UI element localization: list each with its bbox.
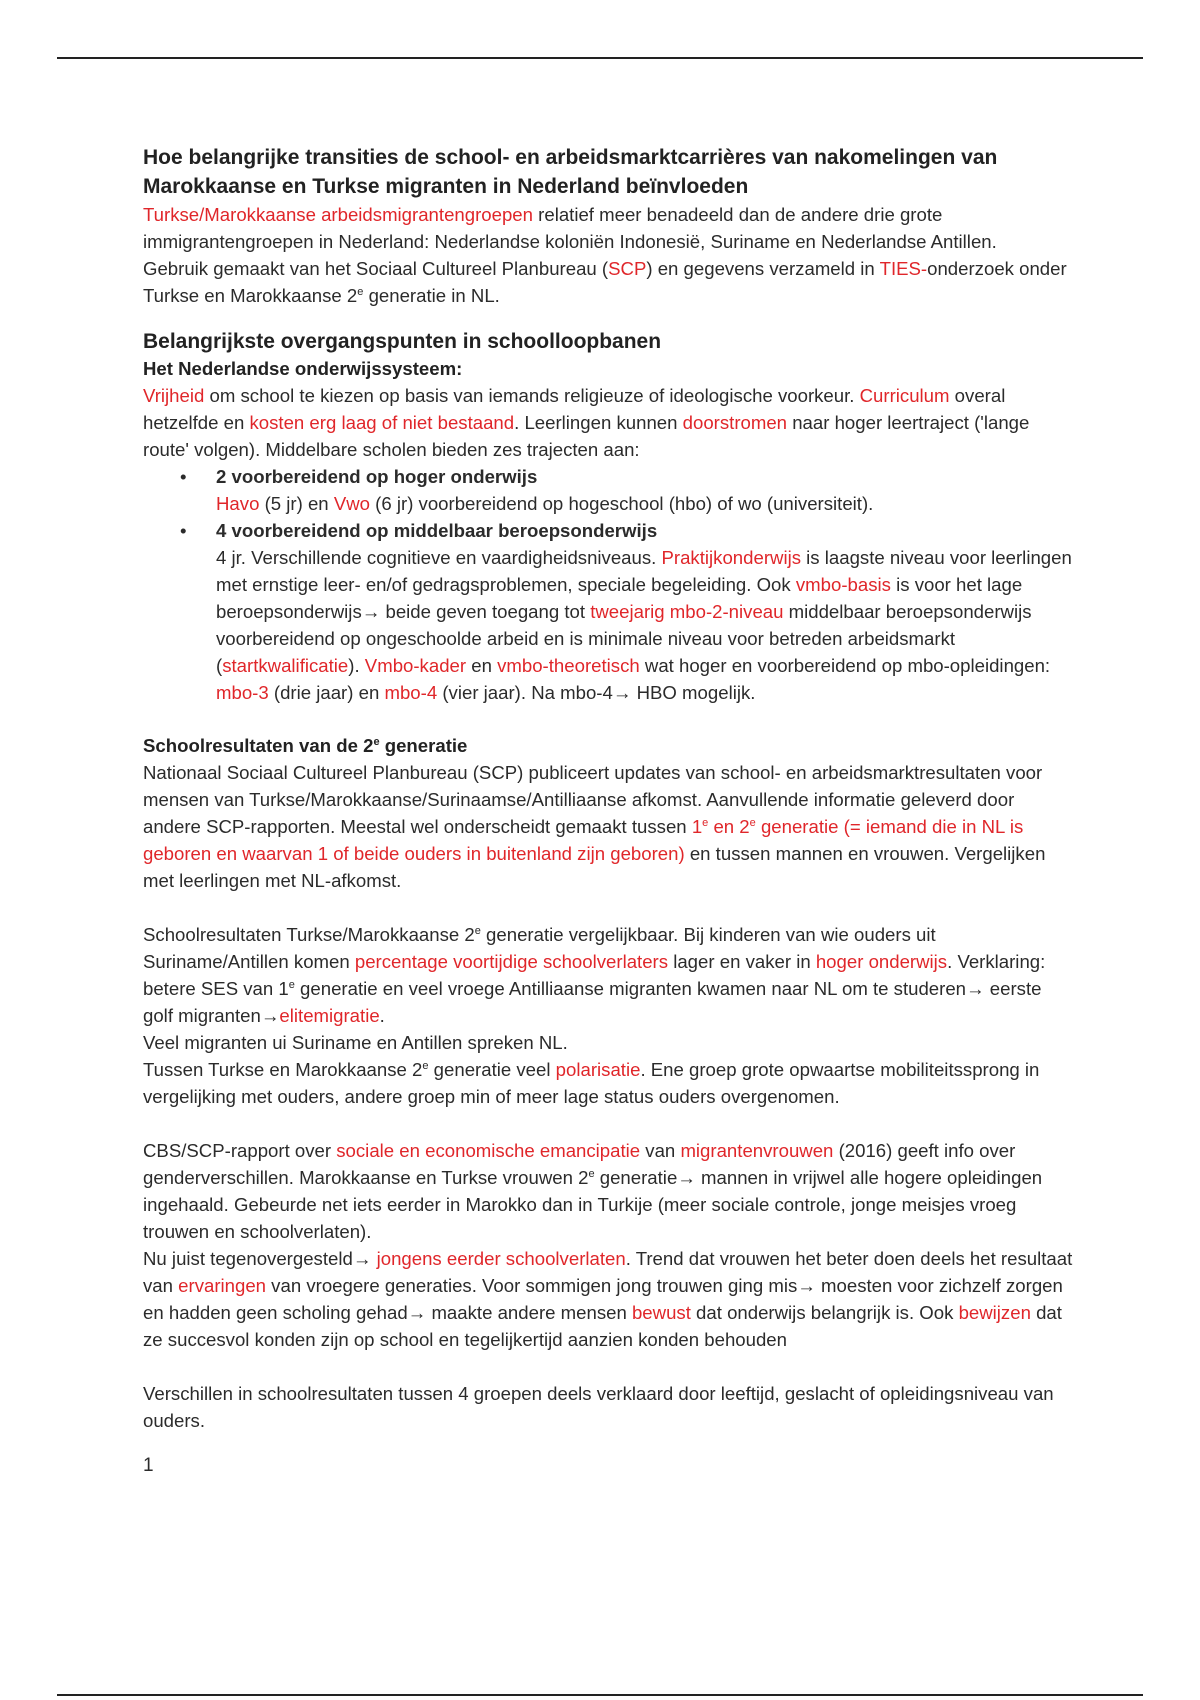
results-paragraph-5: CBS/SCP-rapport over sociale en economische emancipatie van migrantenvrouwen (2016) geeft info over genderverschillen. Marokkaanse en Turkse vrouwen 2e generatie→ mannen in vrijwel alle hogere opleidingen ingehaald. Gebeurde net iets eerder in Marokko dan in Turkije (meer sociale controle, jonge meisjes vroeg trouwen en schoolverlaten). [143,1140,1043,1242]
list-item [180,517,1073,706]
list-item-title: 2 voorbereidend op hoger onderwijs [216,466,538,487]
results-paragraph-4: Tussen Turkse en Marokkaanse 2e generatie veel polarisatie. Ene groep grote opwaartse mobiliteitssprong in vergelijking met ouders, andere groep min of meer lage status ouders overgenomen. [143,1059,1040,1107]
bullet-marker: • [180,520,187,541]
footer-rule [57,1694,1143,1696]
section-heading: Belangrijkste overgangspunten in schoolloopbanen [143,330,662,353]
results-heading: Schoolresultaten van de 2e generatie [143,735,468,756]
results-paragraph-2: Schoolresultaten Turkse/Marokkaanse 2e generatie vergelijkbaar. Bij kinderen van wie ouders uit Suriname/Antillen komen percentage voortijdige schoolverlaters lager en vaker in hoger onderwijs. Verklaring: betere SES van 1e generatie en veel vroege Antilliaanse migranten kwamen naar NL om te studeren→ eerste golf migranten→elitemigratie. [143,924,1046,1026]
section-subheading: Het Nederlandse onderwijssysteem: [143,358,463,379]
results-paragraph-6: Nu juist tegenovergesteld→ jongens eerder schoolverlaten. Trend dat vrouwen het beter doen deels het resultaat van ervaringen van vroegere generaties. Voor sommigen jong trouwen ging mis→ moesten voor zichzelf zorgen en hadden geen scholing gehad→ maakte andere mensen bewust dat onderwijs belangrijk is. Ook bewijzen dat ze succesvol konden zijn op school en tegelijkertijd aanzien konden behouden [143,1248,1073,1350]
list-item-text: Havo (5 jr) en Vwo (6 jr) voorbereidend op hogeschool (hbo) of wo (universiteit). [216,493,874,514]
header-rule [57,57,1143,59]
list-item-text: 4 jr. Verschillende cognitieve en vaardigheidsniveaus. Praktijkonderwijs is laagste niveau voor leerlingen met ernstige leer- en/of gedragsproblemen, speciale begeleiding. Ook vmbo-basis is voor het lage beroepsonderwijs→ beide geven toegang tot tweejarig mbo-2-niveau middelbaar beroepsonderwijs voorbereidend op ongeschoolde arbeid en is minimale niveau voor betreden arbeidsmarkt (startkwalificatie). Vmbo-kader en vmbo-theoretisch wat hoger en voorbereidend op mbo-opleidingen: mbo-3 (drie jaar) en mbo-4 (vier jaar). Na mbo-4→ HBO mogelijk. [216,547,1072,703]
document-page [143,143,1073,1479]
results-paragraph-1: Nationaal Sociaal Cultureel Planbureau (SCP) publiceert updates van school- en arbeidsmarktresultaten voor mensen van Turkse/Marokkaanse/Surinaamse/Antilliaanse afkomst. Aanvullende informatie geleverd door andere SCP-rapporten. Meestal wel onderscheidt gemaakt tussen 1e en 2e generatie (= iemand die in NL is geboren en waarvan 1 of beide ouders in buitenland zijn geboren) en tussen mannen en vrouwen. Vergelijken met leerlingen met NL-afkomst. [143,762,1046,891]
results-paragraph-7: Verschillen in schoolresultaten tussen 4 groepen deels verklaard door leeftijd, geslacht of opleidingsniveau van ouders. [143,1383,1054,1431]
list-item-title: 4 voorbereidend op middelbaar beroepsonderwijs [216,520,658,541]
bullet-marker: • [180,466,187,487]
intro-paragraph-2: Gebruik gemaakt van het Sociaal Cultureel Planbureau (SCP) en gegevens verzameld in TIES-onderzoek onder Turkse en Marokkaanse 2e generatie in NL. [143,258,1067,306]
education-system-paragraph: Vrijheid om school te kiezen op basis van iemands religieuze of ideologische voorkeur. Curriculum overal hetzelfde en kosten erg laag of niet bestaand. Leerlingen kunnen doorstromen naar hoger leertraject ('lange route' volgen). Middelbare scholen bieden zes trajecten aan: [143,385,1030,460]
document-title: Hoe belangrijke transities de school- en arbeidsmarktcarrières van nakomelingen van Marokkaanse en Turkse migranten in Nederland beïnvloeden [143,146,998,198]
results-paragraph-3: Veel migranten ui Suriname en Antillen spreken NL. [143,1032,568,1053]
track-list [143,463,1073,706]
list-item [180,463,1073,517]
intro-paragraph-1: Turkse/Marokkaanse arbeidsmigrantengroepen relatief meer benadeeld dan de andere drie grote immigrantengroepen in Nederland: Nederlandse koloniën Indonesië, Suriname en Nederlandse Antillen. [143,204,997,252]
page-number: 1 [143,1455,154,1476]
